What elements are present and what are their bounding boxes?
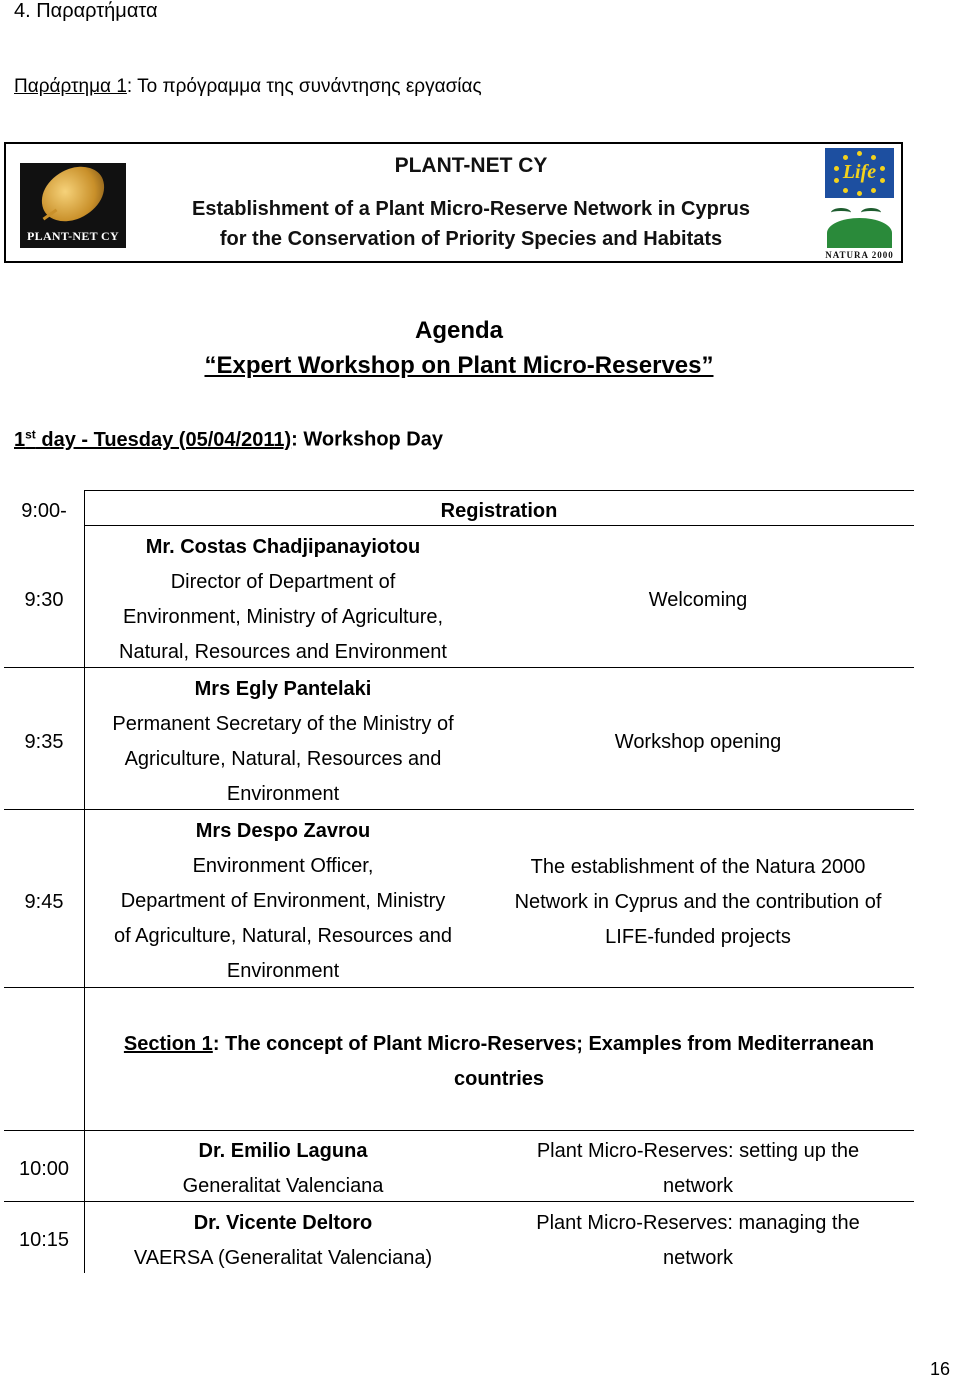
speaker-org: Generalitat Valenciana	[182, 1175, 384, 1197]
section-title-line: countries	[453, 1068, 545, 1090]
speaker-role-line: Permanent Secretary of the Ministry of	[112, 713, 454, 735]
topic-line: Plant Micro-Reserves: managing the	[536, 1212, 860, 1234]
speaker-role-line: of Agriculture, Natural, Resources and	[114, 925, 452, 947]
agenda-subtitle-text: “Expert Workshop on Plant Micro-Reserves”	[204, 352, 714, 379]
topic-line: LIFE-funded projects	[605, 926, 791, 948]
topic-cell	[482, 583, 914, 618]
agenda-title: Agenda	[414, 317, 503, 344]
speaker-cell	[84, 814, 482, 989]
speaker-org: VAERSA (Generalitat Valenciana)	[133, 1247, 433, 1269]
speaker-role-line: Environment	[226, 960, 340, 982]
time-cell: 9:35	[24, 731, 64, 753]
day-heading-link: 1st day - Tuesday (05/04/2011)	[14, 427, 292, 451]
banner-line-2: for the Conservation of Priority Species and Habitats	[219, 228, 723, 250]
speaker-cell	[84, 672, 482, 812]
speaker-role-line: Environment, Ministry of Agriculture,	[122, 606, 444, 628]
topic-line: network	[662, 1175, 734, 1197]
speaker-cell	[84, 1206, 482, 1276]
banner-title: PLANT-NET CY	[394, 154, 548, 177]
topic-cell	[482, 1134, 914, 1204]
time-cell: 9:00-	[21, 500, 67, 522]
speaker-name: Dr. Vicente Deltoro	[193, 1212, 373, 1234]
time-cell: 9:45	[24, 891, 64, 913]
plant-net-logo-text: PLANT-NET CY	[27, 229, 119, 243]
topic-cell	[482, 850, 914, 955]
speaker-name: Mr. Costas Chadjipanayiotou	[145, 536, 421, 558]
section-title-line: : The concept of Plant Micro-Reserves; Examples from Mediterranean	[212, 1033, 875, 1055]
project-banner	[4, 142, 903, 263]
topic-cell	[482, 1206, 914, 1276]
topic-line: Network in Cyprus and the contribution of	[514, 891, 882, 913]
section-heading	[84, 1027, 914, 1097]
time-cell: 9:30	[24, 589, 64, 611]
topic-line: Welcoming	[648, 589, 748, 611]
natura-2000-logo	[825, 204, 894, 260]
topic-cell	[482, 725, 914, 760]
speaker-role-line: Department of Environment, Ministry	[120, 890, 446, 912]
speaker-role-line: Natural, Resources and Environment	[119, 641, 447, 663]
day-heading: 1st day - Tuesday (05/04/2011): Workshop Day	[14, 427, 443, 451]
time-cell: 10:00	[18, 1158, 70, 1180]
plant-net-logo	[20, 163, 126, 248]
page-number: 16	[929, 1359, 950, 1379]
annex-title	[14, 76, 482, 98]
speaker-name: Dr. Emilio Laguna	[198, 1140, 368, 1162]
section-label: Section 1	[123, 1033, 213, 1055]
topic-line: The establishment of the Natura 2000	[530, 856, 866, 878]
speaker-role-line: Environment Officer,	[192, 855, 374, 877]
speaker-role-line: Director of Department of	[170, 571, 396, 593]
agenda-subtitle	[0, 352, 918, 380]
speaker-role-line: Agriculture, Natural, Resources and	[124, 748, 442, 770]
page-heading: 4. Παραρτήματα	[14, 0, 158, 22]
table-top-border	[84, 490, 914, 491]
speaker-cell	[84, 530, 482, 670]
topic-line: Workshop opening	[614, 731, 782, 753]
topic-line: Plant Micro-Reserves: setting up the	[536, 1140, 860, 1162]
speaker-role-line: Environment	[226, 783, 340, 805]
registration-cell: Registration	[440, 500, 558, 522]
annex-title-text: : Το πρόγραμμα της συνάντησης εργασίας	[126, 76, 482, 97]
life-logo	[825, 148, 894, 198]
table-rule	[4, 1130, 914, 1131]
banner-line-1: Establishment of a Plant Micro-Reserve Network in Cyprus	[192, 198, 750, 220]
natura-logo-text: NATURA 2000	[825, 250, 894, 260]
speaker-cell	[84, 1134, 482, 1204]
speaker-name: Mrs Despo Zavrou	[195, 820, 371, 842]
time-cell: 10:15	[18, 1229, 70, 1251]
topic-line: network	[662, 1247, 734, 1269]
speaker-name: Mrs Egly Pantelaki	[194, 678, 372, 700]
life-logo-text: Life	[842, 161, 877, 183]
annex-link[interactable]: Παράρτημα 1	[14, 76, 127, 97]
